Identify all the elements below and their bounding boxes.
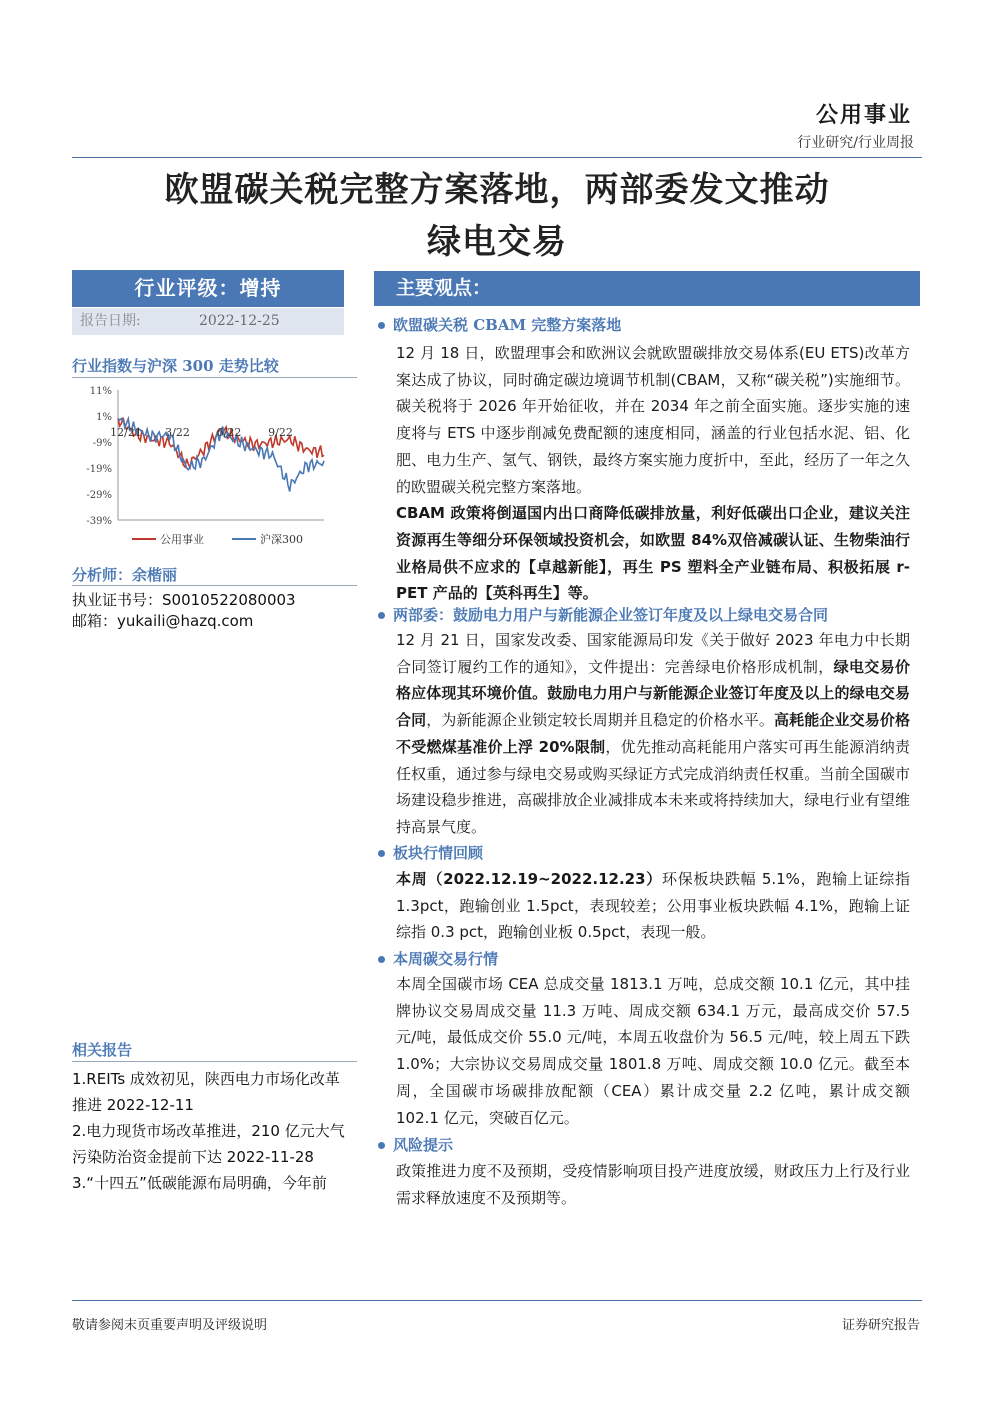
related-reports-heading: 相关报告 — [72, 1041, 133, 1059]
index-comparison-chart — [72, 381, 357, 549]
main-views-banner — [374, 271, 920, 306]
analyst-rule — [72, 585, 357, 586]
footer-disclaimer: 敬请参阅末页重要声明及评级说明 — [72, 1318, 268, 1333]
bullet-icon — [378, 1142, 385, 1149]
x-tick-label: 12/21 — [110, 426, 142, 439]
paragraph: 本周全国碳市场 CEA 总成交量 1813.1 万吨，总成交额 10.1 亿元，其中挂牌协议交易周成交量 11.3 万吨、周成交额 634.1 万元，最高成交价 57.5 元/吨，最低成交价 55.0 元/吨，本周五收盘价为 56.5 元/吨，较上周五下跌 1.0%；大宗协议交易周成交量 1801.8 万吨、周成交额 10.0 亿元。截至本周，全国碳市场碳排放配额（CEA）累计成交量 2.2 亿吨，累计成交额 102.1 亿元，突破百亿元。 — [396, 975, 910, 1127]
title-line-1: 欧盟碳关税完整方案落地，两部委发文推动 — [164, 170, 830, 210]
paragraph: 本周（2022.12.19~2022.12.23）环保板块跌幅 5.1%，跑输上证综指 1.3pct，跑输创业 1.5pct，表现较差；公用事业板块跌幅 4.1%，跑输上证综指 0.3 pct，跑输创业板 0.5pct，表现一般。 — [396, 870, 910, 942]
x-tick-label: 3/22 — [165, 426, 190, 439]
section-heading-green-power: 两部委：鼓励电力用户与新能源企业签订年度及以上绿电交易合同 — [378, 604, 828, 625]
analyst-heading: 分析师：余楷丽 — [72, 566, 178, 584]
paragraph: 12 月 21 日，国家发改委、国家能源局印发《关于做好 2023 年电力中长期合同签订履约工作的通知》，文件提出：完善绿电价格形成机制，绿电交易价格应体现其环境价值。鼓励电力用户与新能源企业签订年度及以上的绿电交易合同，为新能源企业锁定较长周期并且稳定的价格水平。高耗能企业交易价格不受燃煤基准价上浮 20%限制，优先推动高耗能用户落实可再生能源消纳责任权重，通过参与绿电交易或购买绿证方式完成消纳责任权重。当前全国碳市场建设稳步推进，高碳排放企业减排成本未来或将持续加大，绿电行业有望维持高景气度。 — [396, 631, 910, 836]
x-tick-label: 9/22 — [268, 426, 293, 439]
section-heading-carbon-trading: 本周碳交易行情 — [378, 948, 498, 969]
related-report-item[interactable]: 2.电力现货市场改革推进，210 亿元大气污染防治资金提前下达 2022-11-28 — [72, 1122, 345, 1166]
chart-section-title: 行业指数与沪深 300 走势比较 — [72, 357, 279, 375]
section-body-cbam — [396, 340, 910, 607]
sector-name: 公用事业 — [815, 102, 912, 128]
related-reports-rule — [72, 1061, 357, 1062]
chart-section-rule — [72, 377, 357, 378]
footer-doc-type: 证券研究报告 — [841, 1318, 920, 1333]
analyst-email[interactable]: 邮箱：yukaili@hazq.com — [72, 612, 254, 630]
footer-divider — [72, 1300, 922, 1301]
bullet-icon — [378, 322, 385, 329]
y-tick-label: -19% — [86, 464, 112, 475]
report-type: 行业研究/行业周报 — [797, 135, 914, 151]
section-heading-cbam: 欧盟碳关税 CBAM 完整方案落地 — [378, 314, 621, 335]
y-tick-label: -39% — [86, 516, 112, 527]
y-tick-label: 11% — [89, 386, 112, 397]
paragraph: 政策推进力度不及预期，受疫情影响项目投产进度放缓，财政压力上行及行业需求释放速度不及预期等。 — [396, 1162, 910, 1207]
report-title — [72, 164, 922, 268]
section-heading-market-review: 板块行情回顾 — [378, 842, 483, 863]
title-line-2: 绿电交易 — [427, 222, 567, 262]
paragraph: 12 月 18 日，欧盟理事会和欧洲议会就欧盟碳排放交易体系(EU ETS)改革方案达成了协议，同时确定碳边境调节机制(CBAM，又称“碳关税”)实施细节。碳关税将于 2026 年开始征收，并在 2034 年之前全面实施。逐步实施的速度将与 ETS 中逐步削减免费配额的速度相同，涵盖的行业包括水泥、铝、化肥、电力生产、氢气、钢铁，最终方案实施力度折中，至此，经历了一年之久的欧盟碳关税完整方案落地。 — [396, 344, 910, 496]
header-divider — [72, 157, 922, 158]
x-tick-label: 6/22 — [216, 426, 242, 439]
y-tick-label: -29% — [86, 490, 112, 501]
related-reports-list — [72, 1066, 352, 1196]
report-date-label: 报告日期: — [80, 313, 141, 329]
y-tick-label: 1% — [96, 412, 112, 423]
bullet-icon — [378, 850, 385, 857]
legend-label: 沪深300 — [260, 533, 303, 546]
section-body-carbon-trading — [396, 971, 910, 1131]
report-date-row — [72, 308, 344, 335]
related-report-item[interactable]: 1.REITs 成效初见，陕西电力市场化改革推进 2022-12-11 — [72, 1070, 340, 1114]
report-date-value: 2022-12-25 — [199, 313, 280, 329]
main-views-label: 主要观点： — [396, 277, 492, 299]
y-tick-label: -9% — [92, 438, 112, 449]
legend-label: 公用事业 — [160, 533, 204, 546]
bullet-icon — [378, 956, 385, 963]
section-body-green-power — [396, 627, 910, 841]
section-heading-risk: 风险提示 — [378, 1134, 453, 1155]
chart-svg — [72, 381, 357, 549]
analyst-license: 执业证书号：S0010522080003 — [72, 591, 296, 609]
paragraph-bold: CBAM 政策将倒逼国内出口商降低碳排放量，利好低碳出口企业，建议关注资源再生等细分环保领域投资机会，如欧盟 84%双倍减碳认证、生物柴油行业格局供不应求的【卓越新能】，再生 PS 塑料全产业链布局、积极拓展 r-PET 产品的【英科再生】等。 — [396, 504, 910, 603]
industry-rating: 行业评级：增持 — [72, 270, 344, 307]
section-body-market-review — [396, 866, 910, 946]
related-report-item[interactable]: 3.“十四五”低碳能源布局明确，今年前 — [72, 1174, 327, 1192]
bullet-icon — [378, 612, 385, 619]
section-body-risk — [396, 1158, 910, 1211]
